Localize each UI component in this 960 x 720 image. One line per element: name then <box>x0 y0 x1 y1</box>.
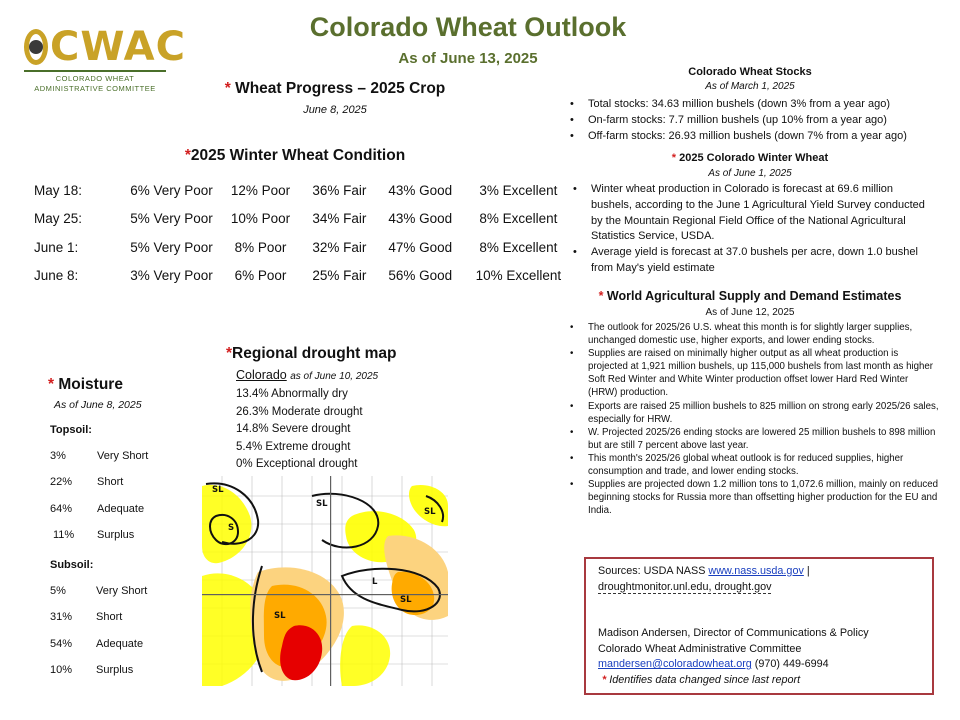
contact-name: Madison Andersen, Director of Communications & Policy <box>598 627 869 639</box>
topsoil-pct: 3% <box>50 450 66 462</box>
condition-cell-very-poor: 5% Very Poor <box>130 239 213 255</box>
nass-link[interactable]: www.nass.usda.gov <box>708 565 804 577</box>
drought-item: 5.4% Extreme drought <box>236 440 351 453</box>
topsoil-pct: 11% <box>53 529 75 541</box>
contact-line <box>598 657 932 673</box>
changed-star-icon: * <box>184 147 191 164</box>
wasde-item: • The outlook for 2025/26 U.S. wheat this month is for slightly larger supplies, unchanged domestic use, higher exports, and lower ending stocks. <box>568 321 940 347</box>
map-label: L <box>372 577 378 587</box>
stocks-title: Colorado Wheat Stocks <box>688 66 812 78</box>
sources-prefix: Sources: USDA NASS <box>598 565 709 577</box>
logo-line2: ADMINISTRATIVE COMMITTEE <box>34 84 156 93</box>
topsoil-category: Very Short <box>97 450 149 462</box>
condition-row <box>34 233 574 262</box>
map-label: SL <box>424 507 436 517</box>
subsoil-category: Short <box>96 611 123 623</box>
condition-cell-fair: 32% Fair <box>312 239 367 255</box>
wasde-item: • This month's 2025/26 global wheat outlook is for reduced supplies, higher consumption and trade, and lower ending stocks. <box>568 452 940 478</box>
cwac-logo <box>24 24 186 98</box>
subsoil-category: Adequate <box>96 638 144 650</box>
page-date: As of June 13, 2025 <box>398 50 538 67</box>
map-label: S <box>228 523 235 533</box>
topsoil-category: Short <box>97 476 124 488</box>
page-title: Colorado Wheat Outlook <box>309 12 627 42</box>
topsoil-label: Topsoil: <box>50 424 92 436</box>
drought-state: Colorado <box>236 368 287 382</box>
topsoil-category: Surplus <box>97 529 135 541</box>
subsoil-pct: 5% <box>50 585 66 597</box>
winter-wheat-list <box>571 182 931 277</box>
changed-star-icon: * <box>598 289 604 303</box>
contact-phone: (970) 449-6994 <box>751 658 829 670</box>
subsoil-pct: 54% <box>50 638 73 650</box>
drought-date: as of June 10, 2025 <box>290 371 379 382</box>
condition-title: 2025 Winter Wheat Condition <box>190 147 406 164</box>
sources-line2 <box>598 580 932 596</box>
winter-wheat-item: • Average yield is forecast at 37.0 bushels per acre, down 1.0 bushel from May's yield estimate <box>571 245 931 277</box>
wasde-item: • W. Projected 2025/26 ending stocks are lowered 25 million bushels to 898 million but are still 7 percent above last year. <box>568 426 940 452</box>
drought-map <box>202 476 448 686</box>
moisture-date: As of June 8, 2025 <box>54 399 142 411</box>
drought-subheading <box>236 368 378 382</box>
wasde-title: World Agricultural Supply and Demand Estimates <box>606 289 902 303</box>
condition-row <box>34 176 574 205</box>
condition-cell-very-poor: 6% Very Poor <box>130 182 213 198</box>
drought-item: 0% Exceptional drought <box>236 458 358 470</box>
subsoil-label: Subsoil: <box>50 559 94 571</box>
wasde-item: • Supplies are raised on minimally higher output as all wheat production is projected at 1,921 million bushels, up 115,000 bushels from last month as higher Soft Red Winter and White Winter production offset lower Hard Red Winter (HRW) production. <box>568 347 940 399</box>
condition-cell-date: June 1: <box>34 239 79 255</box>
legend-note-text: Identifies data changed since last report <box>606 673 801 686</box>
condition-cell-excellent: 8% Excellent <box>479 211 558 227</box>
subsoil-category: Very Short <box>96 585 148 597</box>
condition-cell-date: June 8: <box>34 268 79 284</box>
condition-cell-poor: 6% Poor <box>234 268 287 284</box>
drought-item: 13.4% Abnormally dry <box>236 388 348 400</box>
map-label: SL <box>212 485 224 495</box>
subsoil-pct: 10% <box>50 664 73 676</box>
stocks-date: As of March 1, 2025 <box>705 81 795 92</box>
map-label: SL <box>274 611 286 621</box>
changed-star-icon: * <box>226 345 233 362</box>
wasde-list <box>568 321 940 517</box>
condition-cell-good: 56% Good <box>388 268 453 284</box>
sources-box <box>584 557 934 695</box>
stocks-item: • On-farm stocks: 7.7 million bushels (up 10% from a year ago) <box>568 112 948 128</box>
condition-heading <box>150 147 440 165</box>
moisture-title: Moisture <box>58 376 123 393</box>
drought-item: 14.8% Severe drought <box>236 423 351 435</box>
condition-cell-good: 43% Good <box>388 211 453 227</box>
condition-cell-excellent: 10% Excellent <box>475 268 562 284</box>
condition-cell-fair: 36% Fair <box>312 182 367 198</box>
wasde-item: • Exports are raised 25 million bushels to 825 million on strong early 2025/26 sales, especially for HRW. <box>568 400 940 426</box>
contact-org: Colorado Wheat Administrative Committee <box>598 642 802 655</box>
sources-line1 <box>598 564 932 580</box>
logo-mark: CWAC <box>50 24 186 70</box>
winter-wheat-heading <box>570 152 930 164</box>
condition-cell-excellent: 8% Excellent <box>479 239 558 255</box>
condition-cell-excellent: 3% Excellent <box>479 182 558 198</box>
drought-title: Regional drought map <box>232 345 397 362</box>
condition-table-body <box>34 176 574 290</box>
changed-star-icon: * <box>48 376 55 393</box>
drought-list <box>236 386 363 474</box>
stocks-item: • Off-farm stocks: 26.93 million bushels (down 7% from a year ago) <box>568 128 948 144</box>
winter-wheat-title: 2025 Colorado Winter Wheat <box>679 152 829 164</box>
progress-heading <box>190 80 480 98</box>
email-link[interactable]: mandersen@coloradowheat.org <box>598 658 752 670</box>
topsoil-pct: 64% <box>50 503 73 515</box>
map-label: SL <box>400 595 412 605</box>
condition-cell-poor: 8% Poor <box>234 239 287 255</box>
topsoil-pct: 22% <box>50 476 73 488</box>
wheat-seal-icon <box>24 29 48 65</box>
wasde-heading <box>570 289 930 303</box>
moisture-heading <box>48 376 123 394</box>
wasde-date: As of June 12, 2025 <box>705 307 795 318</box>
topsoil-category: Adequate <box>97 503 145 515</box>
condition-table <box>34 176 574 290</box>
winter-wheat-date: As of June 1, 2025 <box>708 168 792 179</box>
changed-star-icon: * <box>224 80 231 97</box>
condition-cell-very-poor: 3% Very Poor <box>130 268 213 284</box>
wasde-item: • Supplies are projected down 1.2 million tons to 1,072.6 million, mainly on reduced beginning stocks for Russia more than offsetting higher production for the EU and India. <box>568 478 940 517</box>
drought-item: 26.3% Moderate drought <box>236 405 363 418</box>
subsoil-pct: 31% <box>50 611 73 623</box>
changed-star-icon: * <box>602 673 607 686</box>
progress-date: June 8, 2025 <box>303 104 367 116</box>
condition-cell-good: 43% Good <box>388 182 453 198</box>
stocks-item: • Total stocks: 34.63 million bushels (down 3% from a year ago) <box>568 96 948 112</box>
drought-sources[interactable]: droughtmonitor.unl.edu, drought.gov <box>598 580 772 593</box>
condition-cell-good: 47% Good <box>388 239 453 255</box>
stocks-list <box>568 96 948 145</box>
condition-cell-poor: 12% Poor <box>230 182 291 198</box>
legend-note <box>598 673 932 689</box>
progress-title: Wheat Progress – 2025 Crop <box>235 80 446 97</box>
condition-row <box>34 262 574 291</box>
changed-star-icon: * <box>671 152 677 164</box>
sources-separator: | <box>803 565 810 577</box>
condition-cell-fair: 25% Fair <box>312 268 367 284</box>
condition-row <box>34 205 574 234</box>
winter-wheat-item: • Winter wheat production in Colorado is forecast at 69.6 million bushels, according to the June 1 Agricultural Yield Survey conducted by the Mountain Regional Field Office of the National Agricultural Statistics Service, USDA. <box>571 182 931 245</box>
condition-cell-date: May 18: <box>34 182 83 198</box>
condition-cell-date: May 25: <box>34 211 83 227</box>
condition-cell-fair: 34% Fair <box>312 211 367 227</box>
logo-line1: COLORADO WHEAT <box>55 74 135 83</box>
logo-rule <box>24 70 166 72</box>
map-label: SL <box>316 499 328 509</box>
condition-cell-poor: 10% Poor <box>230 211 291 227</box>
drought-heading <box>226 345 397 363</box>
condition-cell-very-poor: 5% Very Poor <box>130 211 213 227</box>
subsoil-category: Surplus <box>96 664 134 676</box>
